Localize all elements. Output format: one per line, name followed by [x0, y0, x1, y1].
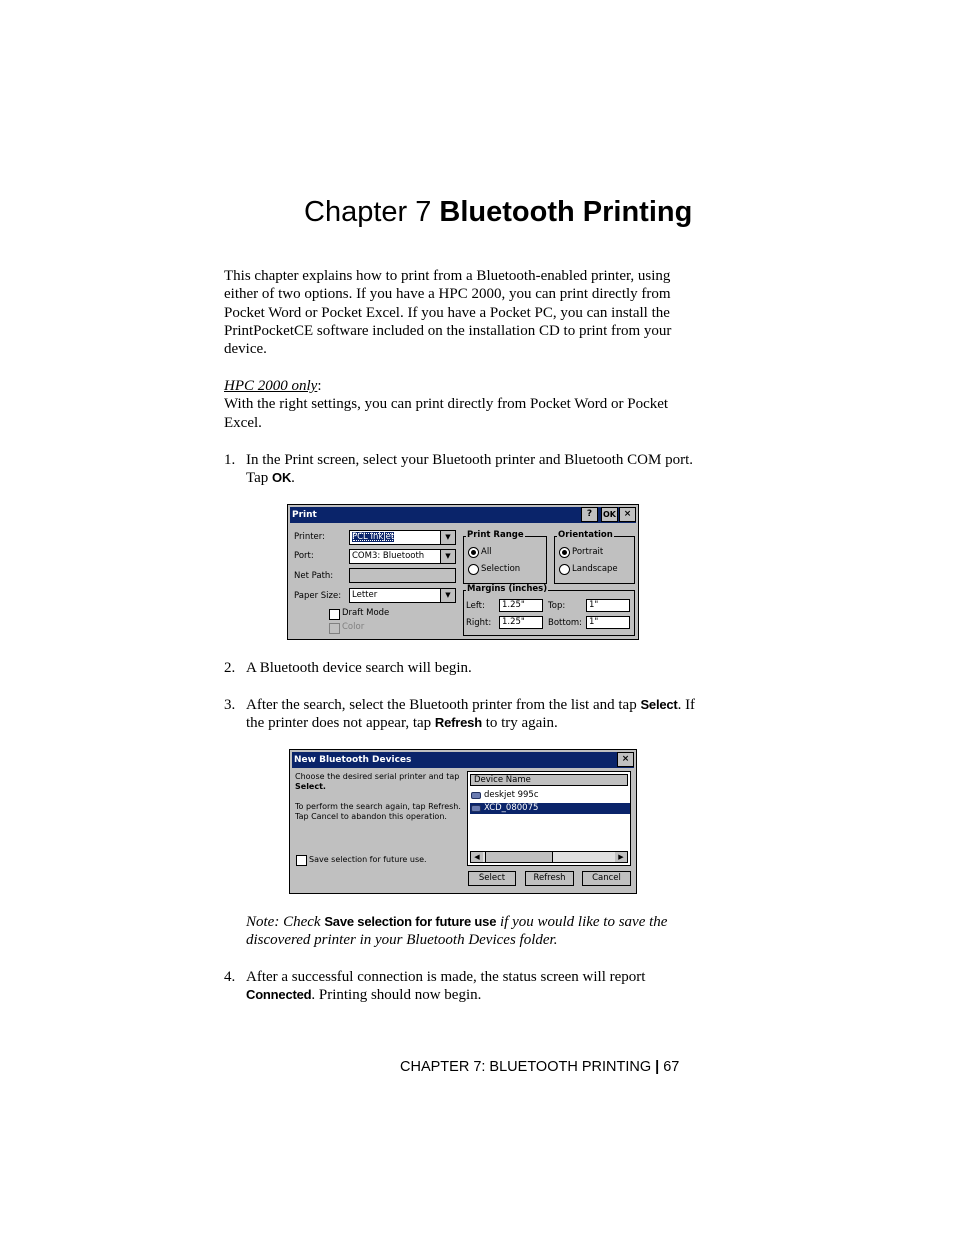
bluetooth-dialog — [289, 749, 637, 894]
list-item[interactable] — [470, 803, 630, 814]
printer-icon — [471, 792, 481, 799]
print-range-title: Print Range — [467, 530, 524, 540]
right-label: Right: — [466, 618, 492, 628]
printer-icon — [471, 805, 481, 812]
step-4-bold: Connected — [246, 987, 312, 1003]
intro-paragraph: This chapter explains how to print from a Bluetooth-enabled printer, using either of two options. If you have a HPC 2000, you can print directly from Pocket Word or Pocket Excel. If you have a Pocket PC, you can install the PrintPocketCE software included on the installation CD to print from your device. — [224, 268, 672, 358]
chapter-prefix: Chapter 7 — [304, 196, 432, 228]
close-icon[interactable]: × — [617, 752, 634, 767]
orientation-title: Orientation — [558, 530, 613, 540]
bluetooth-dialog-title: New Bluetooth Devices — [294, 755, 412, 765]
draft-mode-checkbox[interactable] — [329, 609, 340, 620]
step-3-number: 3. — [224, 697, 236, 713]
range-all-label: All — [481, 547, 492, 557]
print-range-group — [463, 530, 547, 584]
instruction-line-3: Tap Cancel to abandon this operation. — [295, 812, 447, 821]
step-1-text — [246, 451, 701, 488]
step-1-bold: OK — [272, 470, 292, 486]
step-3-text — [246, 696, 701, 733]
page-number: 67 — [663, 1059, 680, 1075]
step-4-post: . Printing should now begin. — [311, 987, 482, 1004]
print-dialog-title: Print — [292, 510, 317, 520]
chevron-down-icon[interactable]: ▼ — [440, 550, 455, 563]
note-post: if you would like to save the discovered printer in your Bluetooth Devices folder. — [246, 914, 668, 949]
step-3-post: to try again. — [481, 715, 558, 732]
device-name: XCD_080075 — [484, 803, 539, 813]
draft-mode-label: Draft Mode — [342, 608, 390, 618]
horizontal-scrollbar[interactable] — [470, 851, 628, 863]
refresh-button[interactable]: Refresh — [525, 871, 574, 886]
ok-button[interactable]: OK — [601, 507, 618, 522]
left-label: Left: — [466, 601, 485, 611]
margins-title: Margins (inches) — [467, 584, 548, 594]
step-3-bold-select: Select — [640, 697, 678, 712]
step-1-post: . — [291, 470, 295, 487]
note-pre: Note: Check — [246, 914, 325, 930]
step-1-number: 1. — [224, 452, 236, 468]
help-button[interactable]: ? — [581, 507, 598, 522]
save-selection-label: Save selection for future use. — [309, 855, 427, 864]
device-name: deskjet 995c — [484, 790, 539, 800]
step-2-number: 2. — [224, 660, 236, 676]
range-all-radio[interactable] — [468, 547, 479, 558]
instruction-line-2: To perform the search again, tap Refresh. — [295, 802, 461, 811]
cancel-button[interactable]: Cancel — [582, 871, 631, 886]
printer-select[interactable] — [349, 530, 456, 545]
footer-chapter: CHAPTER 7: BLUETOOTH PRINTING — [400, 1059, 652, 1075]
port-select[interactable] — [349, 549, 456, 564]
chapter-title — [304, 196, 692, 229]
top-margin-input[interactable]: 1" — [586, 599, 630, 612]
step-1-pre: In the Print screen, select your Bluetooth printer and Bluetooth COM port. Tap — [246, 452, 693, 487]
port-value: COM3: Bluetooth — [352, 551, 425, 561]
bottom-label: Bottom: — [548, 618, 583, 628]
save-selection-checkbox[interactable] — [296, 855, 307, 866]
hpc-section — [224, 377, 699, 432]
select-button[interactable]: Select — [468, 871, 516, 886]
list-header[interactable]: Device Name — [470, 774, 628, 786]
papersize-value: Letter — [352, 590, 378, 600]
printer-value: PCL Inkjet — [352, 532, 395, 542]
printer-label: Printer: — [294, 532, 325, 542]
note-bold: Save selection for future use — [324, 914, 497, 929]
instruction-line-1: Choose the desired serial printer and tap — [295, 772, 460, 781]
top-label: Top: — [548, 601, 566, 611]
landscape-radio[interactable] — [559, 564, 570, 575]
step-4-text — [246, 968, 701, 1005]
hpc-colon: : — [317, 378, 322, 394]
left-margin-input[interactable]: 1.25" — [499, 599, 543, 612]
chevron-down-icon[interactable]: ▼ — [440, 531, 455, 544]
right-margin-input[interactable]: 1.25" — [499, 616, 543, 629]
chapter-name: Bluetooth Printing — [439, 196, 693, 228]
close-icon[interactable]: × — [619, 507, 636, 522]
bluetooth-dialog-titlebar — [292, 752, 634, 768]
footer-separator: | — [655, 1059, 660, 1075]
page-footer — [400, 1059, 679, 1075]
step-2-text: A Bluetooth device search will begin. — [246, 660, 472, 676]
bottom-margin-input[interactable]: 1" — [586, 616, 630, 629]
device-list[interactable] — [467, 771, 631, 866]
hpc-text: With the right settings, you can print directly from Pocket Word or Pocket Excel. — [224, 396, 669, 431]
scroll-left-icon[interactable]: ◀ — [471, 852, 483, 862]
color-label: Color — [342, 622, 365, 632]
hpc-label: HPC 2000 only — [224, 378, 318, 394]
instruction-select: Select. — [295, 782, 326, 791]
range-selection-label: Selection — [481, 564, 521, 574]
list-item[interactable] — [470, 790, 624, 801]
papersize-select[interactable] — [349, 588, 456, 603]
scroll-thumb[interactable] — [485, 852, 553, 862]
range-selection-radio[interactable] — [468, 564, 479, 575]
portrait-radio[interactable] — [559, 547, 570, 558]
margins-group — [463, 584, 635, 636]
color-checkbox[interactable] — [329, 623, 340, 634]
step-3-mid: . If the printer does not appear, tap — [246, 697, 696, 732]
step-3-bold-refresh: Refresh — [434, 715, 482, 731]
landscape-label: Landscape — [572, 564, 618, 574]
scroll-right-icon[interactable]: ▶ — [615, 852, 627, 862]
step-4-number: 4. — [224, 969, 236, 985]
orientation-group — [554, 530, 635, 584]
note — [246, 913, 696, 950]
step-4-pre: After a successful connection is made, the status screen will report — [246, 969, 646, 985]
step-3-pre: After the search, select the Bluetooth printer from the list and tap — [246, 697, 641, 713]
chevron-down-icon[interactable]: ▼ — [440, 589, 455, 602]
netpath-label: Net Path: — [294, 571, 334, 581]
netpath-input[interactable] — [349, 568, 456, 583]
port-label: Port: — [294, 551, 314, 561]
print-dialog — [287, 504, 639, 640]
papersize-label: Paper Size: — [294, 591, 342, 601]
portrait-label: Portrait — [572, 547, 604, 557]
